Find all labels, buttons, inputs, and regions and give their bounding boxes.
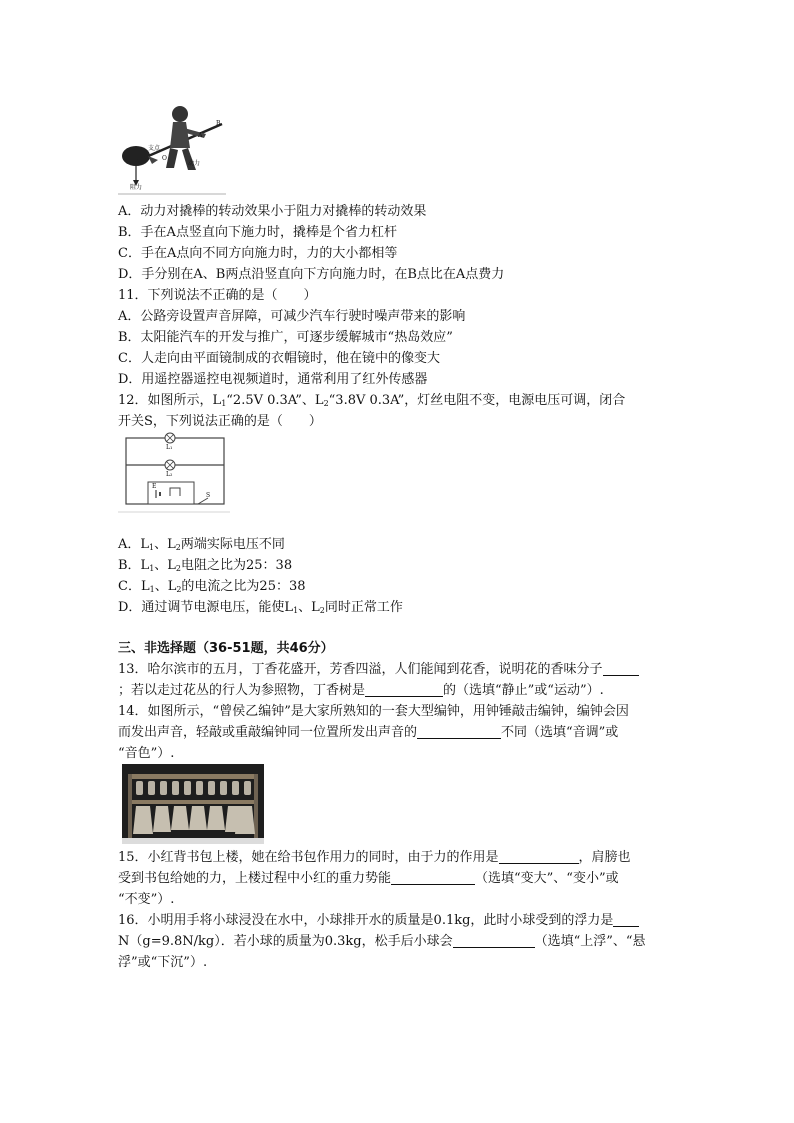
circuit-diagram [118,432,230,514]
q13-line1: 13．哈尔滨市的五月，丁香花盛开，芳香四溢，人们能闻到花香，说明花的香味分子 [118,661,639,679]
lever-label-resistance: 阻力 [130,184,143,191]
q12-option-d: D．通过调节电源电压，能使$L_1$、$L_2$同时正常工作 [118,600,403,615]
q10-option-d: D．手分别在A、B两点沿竖直向下方向施力时，在B点比在A点费力 [118,267,505,282]
circuit-label-l2: L₂ [166,471,173,478]
lever-figure [118,98,226,198]
q12-option-a: A．$L_1$、$L_2$两端实际电压不同 [118,537,285,552]
q15-line1: 15．小红背书包上楼，她在给书包作用力的同时，由于力的作用是 ，肩膀也 [118,850,631,865]
q16-line3: 浮”或“下沉”）. [118,955,208,970]
q12-stem-line1: 12．如图所示，$L_1“2.5V$ 0.3A”、$L_2“3.8V$ 0.3A”，灯丝电阻不变，电源电压可调，闭合 [118,393,626,408]
q11-option-b: B．太阳能汽车的开发与推广，可逐步缓解城市“热岛效应” [118,330,453,345]
lever-label-b: B [216,120,221,127]
lever-label-a: A [198,132,203,139]
bells-illustration [122,764,264,844]
q13-blank-1[interactable] [603,661,639,676]
q15-line3: “不变”）. [118,892,175,907]
q13-blank-2[interactable] [365,682,443,697]
q11-option-c: C．人走向由平面镜制成的衣帽镜时，他在镜中的像变大 [118,351,440,366]
q12-option-c: C．$L_1$、$L_2$的电流之比为25：38 [118,579,306,594]
q16-blank-1[interactable] [613,912,639,927]
q14-line1: 14．如图所示，“曾侯乙编钟”是大家所熟知的一套大型编钟，用钟锤敲击编钟，编钟会因 [118,704,629,719]
q11-option-d: D．用遥控器遥控电视频道时，通常利用了红外传感器 [118,372,428,387]
q12-option-b: B．$L_1$、$L_2$电阻之比为25：38 [118,558,293,573]
q10-option-b: B．手在A点竖直向下施力时，撬棒是个省力杠杆 [118,225,397,240]
circuit-label-l1: L₁ [166,444,173,451]
q15-line2: 受到书包给她的力，上楼过程中小红的重力势能 （选填“变大”、“变小”或 [118,871,619,886]
q13-line2: ；若以走过花丛的行人为参照物，丁香树是 的（选填“静止”或“运动”）. [118,683,604,698]
q16-blank-2[interactable] [453,933,535,948]
q16-line2: N（g=9.8N/kg）．若小球的质量为0.3kg，松手后小球会 （选填“上浮”、“悬 [118,934,646,949]
lever-label-o: O [162,155,167,162]
q14-blank[interactable] [417,724,501,739]
q11-stem: 11．下列说法不正确的是（ ） [118,288,317,303]
circuit-label-s: S [206,492,211,499]
q14-line2: 而发出声音，轻敲或重敲编钟同一位置所发出声音的 不同（选填“音调”或 [118,725,619,740]
lever-label-effort: 动力 [188,160,201,167]
circuit-label-e: E [152,483,157,490]
section-title: 三、非选择题（36-51题，共46分） [118,641,334,656]
lever-label-fulcrum: 支点 [148,145,161,152]
q12-stem-line2: 开关S，下列说法正确的是（ ） [118,414,322,429]
q16-line1: 16．小明用手将小球浸没在水中，小球排开水的质量是0.1kg，此时小球受到的浮力是 [118,912,639,930]
q10-option-c: C．手在A点向不同方向施力时，力的大小都相等 [118,246,398,261]
q10-option-a: A．动力对撬棒的转动效果小于阻力对撬棒的转动效果 [118,204,427,219]
circuit-figure [118,432,230,514]
q15-blank-1[interactable] [499,849,579,864]
q15-blank-2[interactable] [391,870,475,885]
bells-photo [122,764,264,844]
q14-line3: “音色”）. [118,746,175,761]
q11-option-a: A．公路旁设置声音屏障，可减少汽车行驶时噪声带来的影响 [118,309,466,324]
